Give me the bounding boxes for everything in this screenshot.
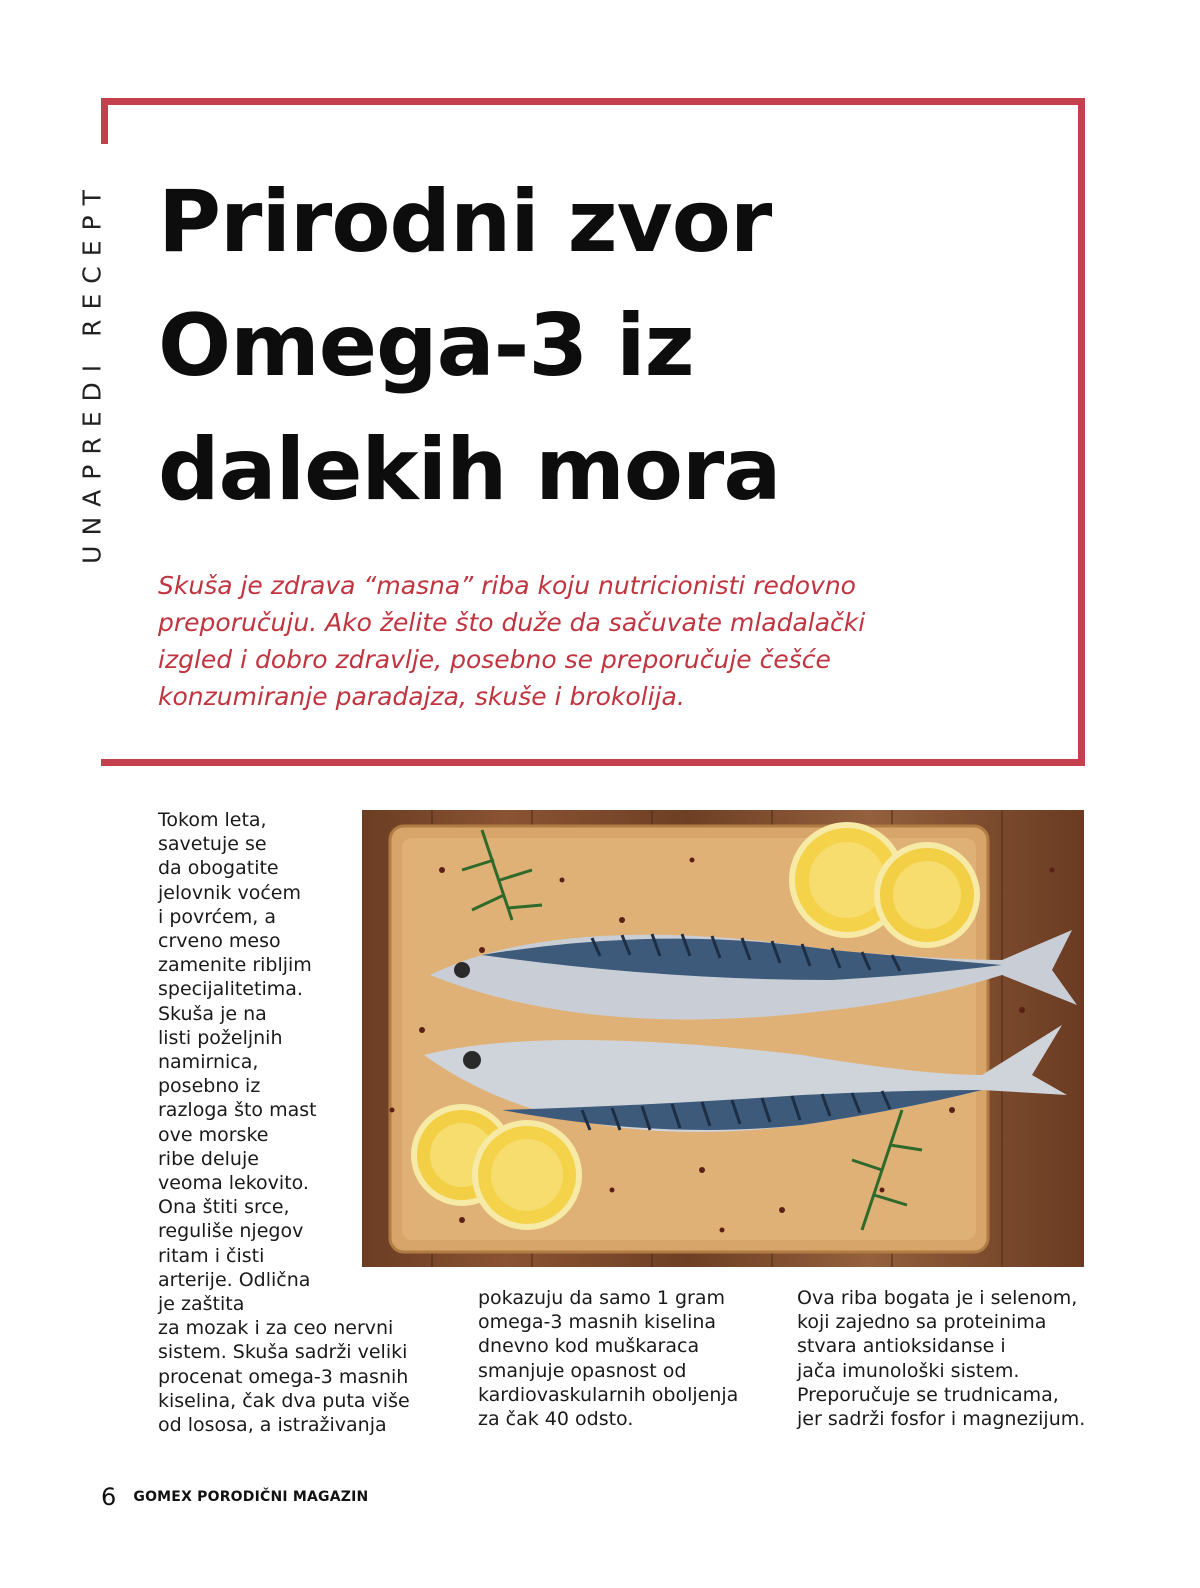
body-line: listi poželjnih	[158, 1026, 283, 1049]
body-line: namirnica,	[158, 1051, 259, 1074]
body-line: veoma lekovito.	[158, 1172, 309, 1195]
lead-line: Skuša je zdrava “masna” riba koju nutricionisti redovno	[158, 571, 856, 600]
body-line: Ona štiti srce,	[158, 1196, 290, 1219]
lead-line: konzumiranje paradajza, skuše i brokolija.	[158, 682, 685, 711]
body-line: specijalitetima.	[158, 978, 303, 1001]
body-line: za mozak i za ceo nervni	[158, 1317, 394, 1340]
title-line: Prirodni zvor	[158, 172, 772, 272]
lead-paragraph	[158, 567, 1068, 715]
body-line: crveno meso	[158, 930, 281, 953]
body-line: Tokom leta,	[158, 809, 267, 831]
body-line: dnevno kod muškaraca	[478, 1335, 700, 1358]
body-column-2	[478, 1286, 738, 1431]
body-line: kardiovaskularnih oboljenja	[478, 1383, 739, 1406]
body-line: reguliše njegov	[158, 1220, 304, 1243]
mackerel-photo	[362, 810, 1084, 1267]
body-line: Preporučuje se trudnicama,	[797, 1383, 1059, 1406]
body-line: jer sadrži fosfor i magnezijum.	[797, 1408, 1086, 1431]
body-line: savetuje se	[158, 833, 267, 856]
body-line: pokazuju da samo 1 gram	[478, 1287, 725, 1309]
body-line: ritam i čisti	[158, 1244, 265, 1267]
title-line: dalekih mora	[158, 420, 781, 520]
body-line: da obogatite	[158, 857, 279, 880]
body-column-1	[158, 808, 410, 1437]
frame-border-right	[1078, 98, 1085, 766]
frame-border-left	[101, 98, 108, 144]
body-line: i povrćem, a	[158, 905, 277, 928]
body-column-3	[797, 1286, 1085, 1431]
body-line: ove morske	[158, 1123, 269, 1146]
lead-line: izgled i dobro zdravlje, posebno se preporučuje češće	[158, 645, 831, 674]
body-line: kiselina, čak dva puta više	[158, 1389, 410, 1412]
body-line: smanjuje opasnost od	[478, 1359, 687, 1382]
article-title	[158, 160, 1068, 532]
page-footer	[101, 1483, 368, 1511]
lead-line: preporučuju. Ako želite što duže da sačuvate mladalački	[158, 608, 866, 637]
frame-border-top	[101, 98, 1085, 105]
body-line: posebno iz	[158, 1075, 261, 1098]
body-line: omega-3 masnih kiselina	[478, 1311, 717, 1334]
body-line: zamenite ribljim	[158, 954, 312, 977]
body-line: Skuša je na	[158, 1002, 267, 1025]
body-line: jelovnik voćem	[158, 881, 301, 904]
body-line: Ova riba bogata je i selenom,	[797, 1287, 1078, 1309]
body-line: procenat omega-3 masnih	[158, 1365, 409, 1388]
body-line: je zaštita	[158, 1293, 245, 1316]
body-line: jača imunološki sistem.	[797, 1359, 1020, 1382]
body-line: stvara antioksidanse i	[797, 1335, 1006, 1358]
body-line: za čak 40 odsto.	[478, 1408, 634, 1431]
body-line: koji zajedno sa proteinima	[797, 1311, 1047, 1334]
body-line: razloga što mast	[158, 1099, 317, 1122]
magazine-name: GOMEX PORODIČNI MAGAZIN	[133, 1489, 369, 1505]
title-line: Omega-3 iz	[158, 296, 694, 396]
body-line: ribe deluje	[158, 1147, 259, 1170]
body-line: od lososa, a istraživanja	[158, 1414, 387, 1437]
page-number: 6	[101, 1483, 117, 1511]
section-label: UNAPREDI RECEPT	[77, 180, 107, 564]
body-line: sistem. Skuša sadrži veliki	[158, 1341, 408, 1364]
frame-border-bottom	[101, 759, 1085, 766]
body-line: arterije. Odlična	[158, 1268, 311, 1291]
